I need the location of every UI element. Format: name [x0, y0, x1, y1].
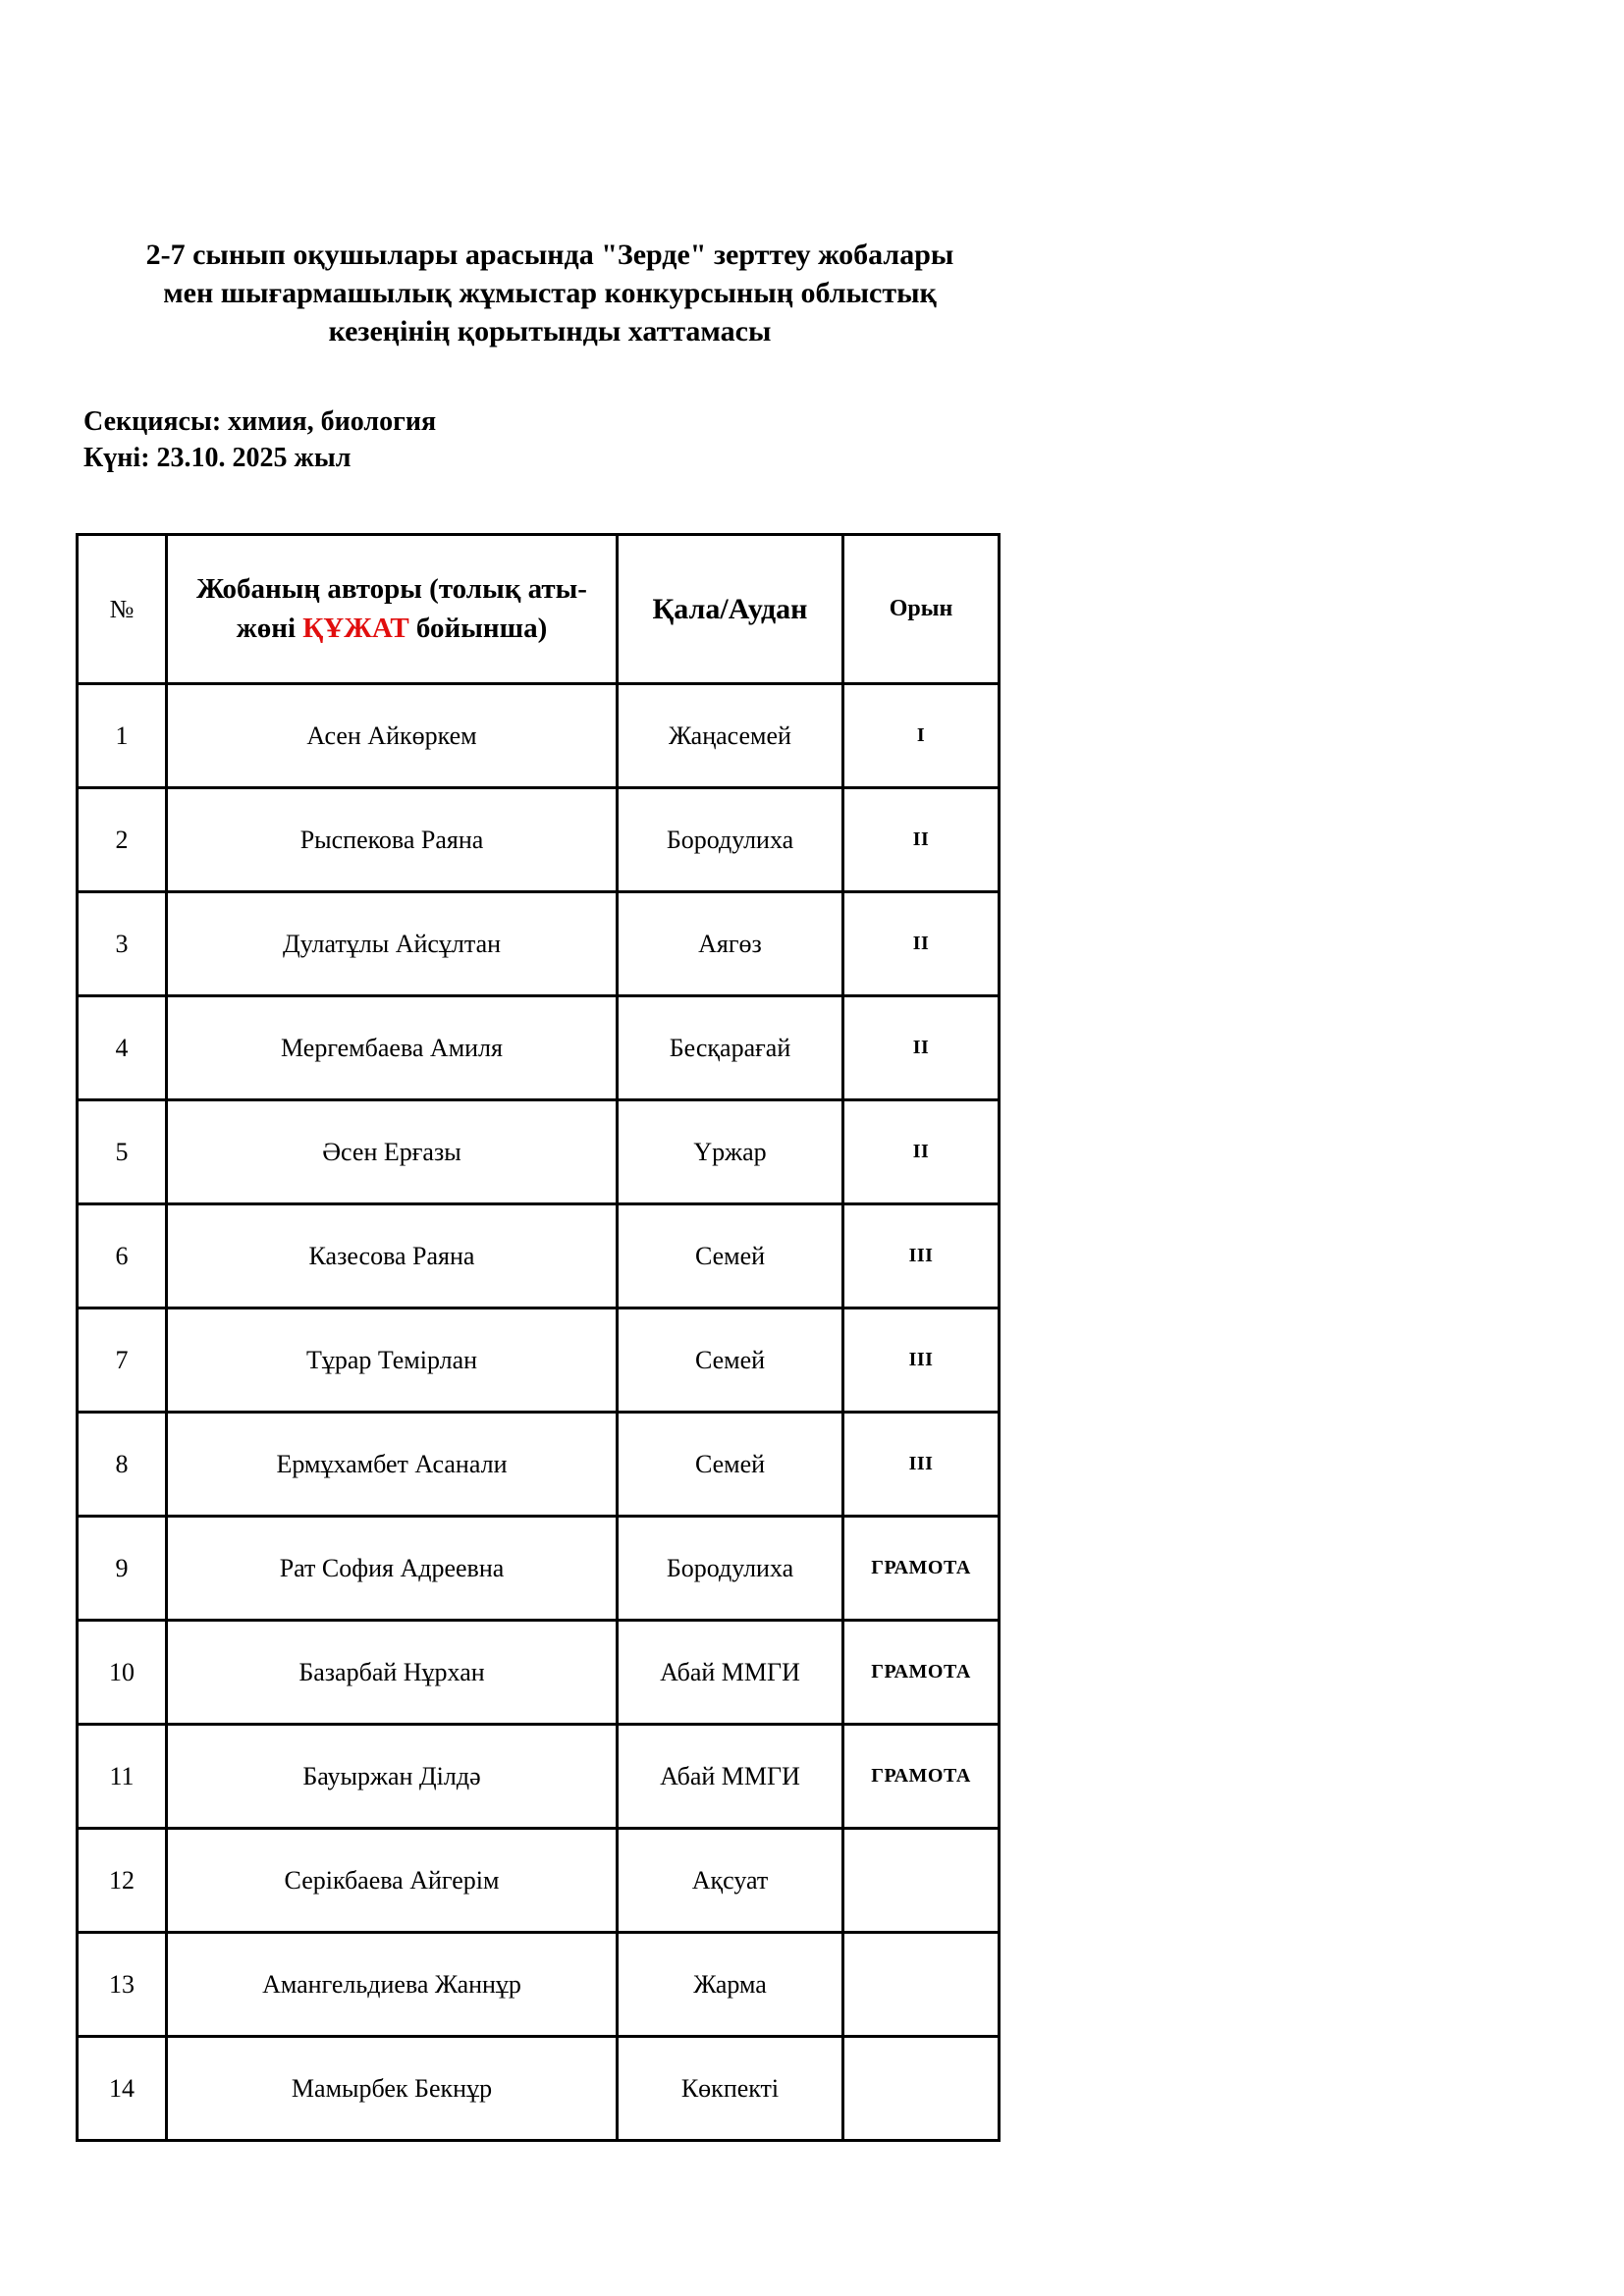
- cell-num: 14: [78, 2037, 167, 2141]
- cell-city: Семей: [618, 1204, 843, 1308]
- cell-author: Серікбаева Айгерім: [167, 1829, 618, 1933]
- cell-author: Тұрар Темірлан: [167, 1308, 618, 1413]
- table-row: [78, 788, 1000, 892]
- table-header-row: [78, 535, 1000, 684]
- col-header-author-suffix: бойынша): [408, 612, 548, 644]
- table-row: [78, 1413, 1000, 1517]
- cell-author: Казесова Раяна: [167, 1204, 618, 1308]
- col-header-author-prefix: Жобаның авторы (толық аты-жөні: [196, 573, 587, 644]
- cell-city: Жаңасемей: [618, 684, 843, 788]
- cell-num: 2: [78, 788, 167, 892]
- cell-num: 12: [78, 1829, 167, 1933]
- col-header-author: [167, 535, 618, 684]
- cell-num: 9: [78, 1517, 167, 1621]
- cell-num: 7: [78, 1308, 167, 1413]
- table-row: [78, 1621, 1000, 1725]
- cell-num: 5: [78, 1100, 167, 1204]
- cell-city: Абай ММГИ: [618, 1725, 843, 1829]
- col-header-place: Орын: [843, 535, 1000, 684]
- cell-num: 3: [78, 892, 167, 996]
- cell-place: ГРАМОТА: [843, 1621, 1000, 1725]
- cell-city: Бесқарағай: [618, 996, 843, 1100]
- table-row: [78, 1933, 1000, 2037]
- cell-author: Рат София Адреевна: [167, 1517, 618, 1621]
- cell-place: II: [843, 996, 1000, 1100]
- cell-author: Бауыржан Ділдә: [167, 1725, 618, 1829]
- cell-author: Мамырбек Бекнұр: [167, 2037, 618, 2141]
- col-header-author-red: ҚҰЖАТ: [302, 612, 409, 644]
- cell-city: Семей: [618, 1413, 843, 1517]
- cell-city: Жарма: [618, 1933, 843, 2037]
- cell-author: Ермұхамбет Асанали: [167, 1413, 618, 1517]
- cell-place: III: [843, 1413, 1000, 1517]
- cell-city: Бородулиха: [618, 1517, 843, 1621]
- results-table: [76, 533, 1001, 2142]
- cell-city: Семей: [618, 1308, 843, 1413]
- cell-place: [843, 2037, 1000, 2141]
- cell-author: Дулатұлы Айсұлтан: [167, 892, 618, 996]
- cell-place: ГРАМОТА: [843, 1725, 1000, 1829]
- table-row: [78, 996, 1000, 1100]
- cell-place: [843, 1829, 1000, 1933]
- cell-author: Әсен Ерғазы: [167, 1100, 618, 1204]
- col-header-num: №: [78, 535, 167, 684]
- cell-city: Үржар: [618, 1100, 843, 1204]
- table-row: [78, 1725, 1000, 1829]
- cell-place: II: [843, 788, 1000, 892]
- cell-city: Аягөз: [618, 892, 843, 996]
- cell-place: III: [843, 1308, 1000, 1413]
- table-row: [78, 1517, 1000, 1621]
- cell-city: Абай ММГИ: [618, 1621, 843, 1725]
- cell-num: 11: [78, 1725, 167, 1829]
- cell-place: II: [843, 892, 1000, 996]
- cell-author: Базарбай Нұрхан: [167, 1621, 618, 1725]
- table-row: [78, 1308, 1000, 1413]
- title-line: мен шығармашылық жұмыстар конкурсының облыстық: [163, 277, 937, 309]
- cell-author: Мергембаева Амиля: [167, 996, 618, 1100]
- table-row: [78, 1204, 1000, 1308]
- meta-block: [83, 403, 436, 476]
- table-row: [78, 684, 1000, 788]
- title-line: 2-7 сынып оқушылары арасында "Зерде" зерттеу жобалары: [145, 239, 954, 271]
- cell-place: I: [843, 684, 1000, 788]
- table-row: [78, 2037, 1000, 2141]
- cell-place: [843, 1933, 1000, 2037]
- cell-place: III: [843, 1204, 1000, 1308]
- cell-num: 4: [78, 996, 167, 1100]
- cell-num: 10: [78, 1621, 167, 1725]
- cell-num: 1: [78, 684, 167, 788]
- col-header-city: Қала/Аудан: [618, 535, 843, 684]
- section-label: Секциясы: химия, биология: [83, 406, 437, 437]
- page-title: [59, 236, 1041, 350]
- cell-place: II: [843, 1100, 1000, 1204]
- cell-place: ГРАМОТА: [843, 1517, 1000, 1621]
- cell-author: Асен Айкөркем: [167, 684, 618, 788]
- table-row: [78, 892, 1000, 996]
- date-label: Күні: 23.10. 2025 жыл: [83, 443, 352, 473]
- cell-num: 13: [78, 1933, 167, 2037]
- cell-author: Рыспекова Раяна: [167, 788, 618, 892]
- cell-num: 6: [78, 1204, 167, 1308]
- cell-author: Амангельдиева Жаннұр: [167, 1933, 618, 2037]
- cell-num: 8: [78, 1413, 167, 1517]
- cell-city: Бородулиха: [618, 788, 843, 892]
- title-line: кезеңінің қорытынды хаттамасы: [328, 315, 772, 347]
- table-row: [78, 1100, 1000, 1204]
- table-row: [78, 1829, 1000, 1933]
- cell-city: Ақсуат: [618, 1829, 843, 1933]
- cell-city: Көкпекті: [618, 2037, 843, 2141]
